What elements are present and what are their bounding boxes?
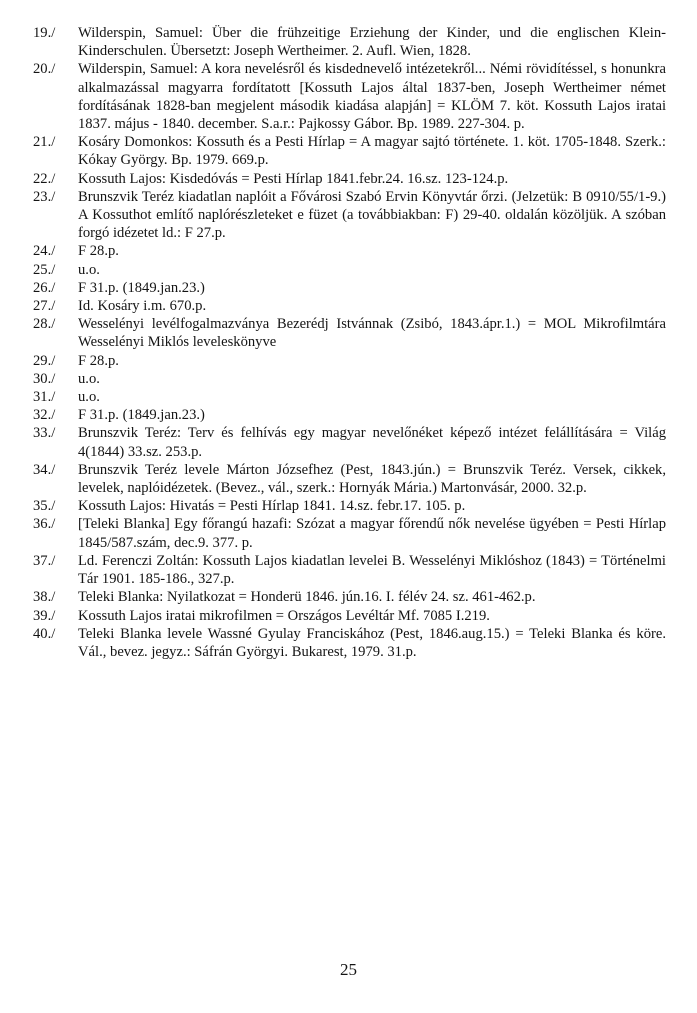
- endnote-item: [33, 261, 666, 279]
- endnote-text: Wesselényi levélfogalmazványa Bezerédj Istvánnak (Zsibó, 1843.ápr.1.) = MOL Mikrofilmtára Wesselényi Miklós leveleskönyve: [78, 316, 666, 351]
- endnote-item: [33, 188, 666, 243]
- endnote-text: Wilderspin, Samuel: A kora nevelésről és kisdednevelő intézetekről... Némi rövidítéssel, s honunkra alkalmazással magyarra fordítatott [Kossuth Lajos által 1837-ben, Joseph Wertheimer német fordításának 1828-ban megjelent második kiadása alapján] = KLÖM 7. köt. Kossuth Lajos iratai 1837. május - 1840. december. S.a.r.: Pajkossy Gábor. Bp. 1989. 227-304. p.: [78, 61, 666, 133]
- endnote-text: Brunszvik Teréz levele Márton Józsefhez (Pest, 1843.jún.) = Brunszvik Teréz. Versek, cikkek, levelek, naplóidézetek. (Bevez., vál., szerk.: Hornyák Mária.) Martonvásár, 2000. 32.p.: [78, 461, 666, 497]
- endnote-text: F 31.p. (1849.jan.23.): [78, 407, 205, 424]
- endnote-item: [33, 588, 666, 606]
- endnote-number: 35./: [33, 498, 56, 515]
- endnote-text: Id. Kosáry i.m. 670.p.: [78, 298, 207, 315]
- endnote-text: u.o.: [78, 370, 100, 387]
- endnote-item: [33, 60, 666, 133]
- endnote-number: 34./: [33, 461, 56, 478]
- endnote-item: [33, 352, 666, 370]
- endnote-item: [33, 515, 666, 551]
- endnote-number: 28./: [33, 316, 56, 333]
- endnote-text: [Teleki Blanka] Egy főrangú hazafi: Szózat a magyar főrendű nők nevelése ügyében = Pesti Hírlap 1845/587.szám, dec.9. 377. p.: [78, 516, 666, 551]
- page-number: 25: [340, 960, 357, 979]
- endnote-item: [33, 552, 666, 588]
- endnote-number: 40./: [33, 625, 56, 642]
- endnote-item: [33, 24, 666, 60]
- endnote-text: Kossuth Lajos: Kisdedóvás = Pesti Hírlap 1841.febr.24. 16.sz. 123-124.p.: [78, 170, 509, 187]
- endnote-number: 23./: [33, 188, 56, 205]
- endnote-item: [33, 170, 666, 188]
- endnote-item: [33, 370, 666, 388]
- endnote-item: [33, 625, 666, 661]
- endnote-number: 33./: [33, 425, 56, 442]
- endnote-text: F 31.p. (1849.jan.23.): [78, 279, 205, 296]
- endnote-item: [33, 315, 666, 351]
- endnote-number: 20./: [33, 61, 56, 78]
- endnote-number: 37./: [33, 552, 56, 569]
- endnote-item: [33, 297, 666, 315]
- endnote-number: 27./: [33, 298, 56, 315]
- endnote-number: 22./: [33, 170, 56, 187]
- endnote-text: Ld. Ferenczi Zoltán: Kossuth Lajos kiadatlan levelei B. Wesselényi Miklóshoz (1843) = Történelmi Tár 1901. 185-186., 327.p.: [78, 552, 666, 588]
- endnote-number: 36./: [33, 516, 56, 533]
- endnote-number: 26./: [33, 279, 56, 296]
- endnote-number: 32./: [33, 407, 56, 424]
- endnote-text: Teleki Blanka: Nyilatkozat = Honderü 1846. jún.16. I. félév 24. sz. 461-462.p.: [78, 589, 536, 606]
- endnote-text: Teleki Blanka levele Wassné Gyulay Franciskához (Pest, 1846.aug.15.) = Teleki Blanka és köre. Vál., bevez. jegyz.: Sáfrán Györgyi. Bukarest, 1979. 31.p.: [78, 625, 666, 660]
- endnote-text: F 28.p.: [78, 243, 119, 260]
- endnote-number: 39./: [33, 607, 56, 624]
- endnote-number: 25./: [33, 261, 56, 278]
- endnote-text: Brunszvik Teréz kiadatlan naplóit a Fővárosi Szabó Ervin Könyvtár őrzi. (Jelzetük: B 0910/55/1-9.) A Kossuthot említő naplórészleteket e füzet (a továbbiakban: F) 29-40. oldalán közöljük. A szóban forgó idézetet ld.: F 27.p.: [78, 188, 666, 242]
- endnote-text: Kossuth Lajos iratai mikrofilmen = Országos Levéltár Mf. 7085 I.219.: [78, 607, 490, 624]
- endnote-number: 30./: [33, 370, 56, 387]
- endnote-item: [33, 461, 666, 497]
- endnote-item: [33, 242, 666, 260]
- endnote-text: u.o.: [78, 389, 100, 406]
- endnote-item: [33, 133, 666, 169]
- endnote-item: [33, 607, 666, 625]
- endnote-number: 21./: [33, 134, 56, 151]
- endnote-text: u.o.: [78, 261, 100, 278]
- endnote-text: F 28.p.: [78, 352, 119, 369]
- endnote-number: 19./: [33, 25, 56, 41]
- endnote-item: [33, 424, 666, 460]
- endnote-item: [33, 406, 666, 424]
- endnote-number: 38./: [33, 589, 56, 606]
- endnote-item: [33, 388, 666, 406]
- endnote-number: 31./: [33, 389, 56, 406]
- endnotes-list: [33, 24, 666, 661]
- endnote-text: Kosáry Domonkos: Kossuth és a Pesti Hírlap = A magyar sajtó története. 1. köt. 1705-1848. Szerk.: Kókay György. Bp. 1979. 669.p.: [78, 134, 666, 169]
- endnote-number: 29./: [33, 352, 56, 369]
- endnote-text: Brunszvik Teréz: Terv és felhívás egy magyar nevelőnéket képező intézet felállítására = Világ 4(1844) 33.sz. 253.p.: [78, 425, 666, 460]
- endnote-item: [33, 497, 666, 515]
- endnote-item: [33, 279, 666, 297]
- endnote-text: Kossuth Lajos: Hivatás = Pesti Hírlap 1841. 14.sz. febr.17. 105. p.: [78, 498, 466, 515]
- endnote-number: 24./: [33, 243, 56, 260]
- endnote-text: Wilderspin, Samuel: Über die frühzeitige Erziehung der Kinder, und die englischen Klein-Kinderschulen. Übersetzt: Joseph Wertheimer. 2. Aufl. Wien, 1828.: [78, 25, 666, 60]
